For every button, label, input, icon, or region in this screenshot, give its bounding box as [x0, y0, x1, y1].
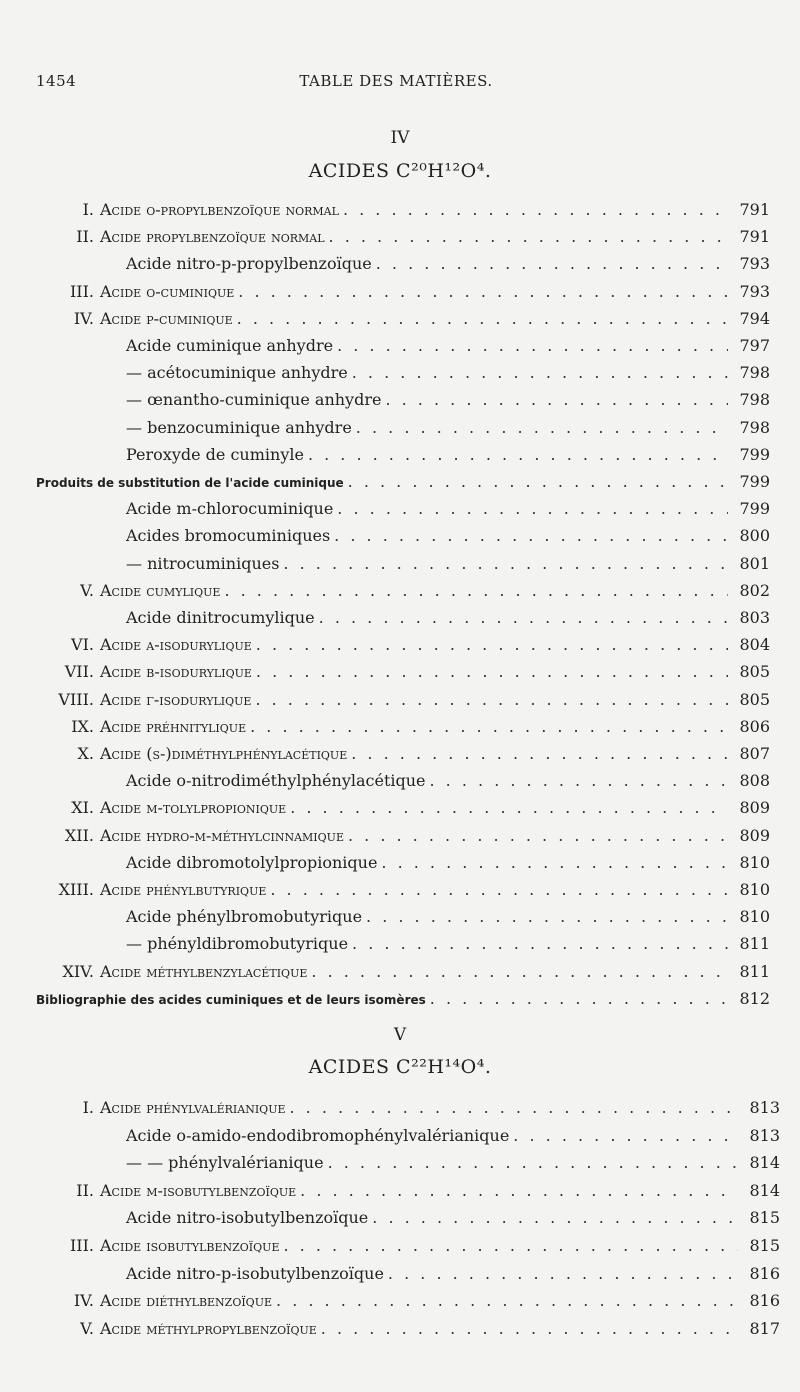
toc-entry: [62, 853, 770, 875]
toc-entry-page: 791: [739, 227, 770, 247]
leader-dots: [430, 989, 728, 1008]
toc-entry-page: 804: [739, 635, 770, 655]
toc-entry: [36, 690, 770, 712]
toc-entry-page: 809: [739, 825, 770, 845]
toc-entry-number: VIII.: [58, 689, 94, 709]
toc-entry-label: Acide dinitrocumylique: [126, 608, 315, 627]
toc-entry-label: Acide β-isodurylique: [100, 662, 252, 682]
leader-dots: [356, 418, 728, 437]
toc-entry-number: VI.: [71, 635, 94, 655]
leader-dots: [311, 962, 728, 981]
toc-entry-label: Acide nitro-p-isobutylbenzoïque: [126, 1263, 384, 1283]
toc-entry-label: Acide méthylbenzylacétique: [100, 961, 308, 981]
toc-entry-page: 799: [739, 444, 770, 464]
toc-entry: [36, 1181, 780, 1203]
leader-dots: [250, 717, 728, 736]
leader-dots: [328, 1153, 738, 1172]
toc-entry: [36, 282, 770, 304]
toc-entry: [62, 771, 770, 793]
toc-entry-label: — — phénylvalérianique: [126, 1153, 324, 1173]
leader-dots: [430, 771, 729, 790]
toc-entry: [62, 445, 770, 467]
toc-entry-page: 810: [739, 852, 770, 872]
toc-entry-number: XI.: [71, 798, 94, 818]
toc-entry: [62, 418, 770, 440]
toc-entry-number: X.: [77, 744, 94, 763]
toc-entry: [36, 472, 770, 494]
toc-entry-page: 797: [739, 336, 770, 355]
toc-entry-label: Acide nitro-p-propylbenzoïque: [126, 254, 372, 274]
toc-entry-number: IV.: [73, 1291, 94, 1311]
leader-dots: [352, 363, 728, 382]
leader-dots: [351, 744, 728, 763]
leader-dots: [343, 200, 728, 219]
toc-entry-label: Bibliographie des acides cuminiques et de leurs isomères: [36, 992, 426, 1007]
toc-entry: [36, 880, 770, 902]
running-title: TABLE DES MATIÈRES.: [299, 72, 493, 90]
toc-entry: [62, 1264, 780, 1286]
toc-entry: [36, 1291, 780, 1313]
toc-entry-page: 803: [739, 608, 770, 627]
leader-dots: [334, 526, 728, 545]
toc-entry-page: 808: [739, 771, 770, 791]
toc-entry-label: Acide préhnitylique: [100, 716, 247, 736]
leader-dots: [321, 1319, 738, 1338]
toc-entry: [62, 499, 770, 521]
toc-entry-label: — œnantho-cuminique anhydre: [126, 390, 382, 410]
page-number: 1454: [36, 72, 77, 90]
toc-entry: [62, 363, 770, 385]
toc-entry: [36, 1236, 780, 1258]
toc-entry-number: V.: [80, 580, 94, 600]
toc-entry-label: Acide cuminique anhydre: [126, 336, 334, 355]
toc-entry: [62, 254, 770, 276]
toc-entry-page: 806: [739, 716, 770, 736]
leader-dots: [376, 254, 728, 273]
toc-entry-number: V.: [80, 1318, 94, 1338]
toc-entry: [36, 962, 770, 984]
toc-entry-label: Acide m-isobutylbenzoïque: [100, 1180, 297, 1200]
toc-entry-page: 802: [739, 580, 770, 600]
toc-entry-label: Acide α-isodurylique: [100, 635, 252, 655]
toc-entry-label: Acide cumylique: [100, 580, 221, 600]
toc-entry-number: IX.: [71, 716, 94, 736]
toc-entry-label: Acide méthylpropylbenzoïque: [100, 1318, 317, 1338]
leader-dots: [388, 1264, 738, 1283]
leader-dots: [337, 336, 728, 355]
toc-entry: [62, 554, 770, 576]
toc-entry: [62, 907, 770, 929]
section-iv-title: ACIDES C²⁰H¹²O⁴.: [308, 160, 492, 182]
leader-dots: [352, 934, 728, 953]
leader-dots: [385, 390, 728, 409]
section-v-number: V: [393, 1025, 407, 1045]
leader-dots: [513, 1126, 738, 1145]
toc-entry-label: Acide m-tolylpropionique: [100, 798, 287, 818]
toc-entry-page: 813: [749, 1125, 780, 1145]
toc-entry-label: Acide nitro-isobutylbenzoïque: [126, 1208, 369, 1228]
toc-entry-label: Acide phénylvalérianique: [100, 1098, 286, 1117]
toc-entry-label: Acide o-propylbenzoïque normal: [100, 200, 339, 219]
toc-entry-label: Acide phénylbutyrique: [100, 880, 267, 899]
toc-entry-label: Acide o-nitrodiméthylphénylacétique: [126, 771, 426, 791]
leader-dots: [256, 662, 728, 681]
toc-entry: [36, 662, 770, 684]
toc-entry: [62, 1208, 780, 1230]
leader-dots: [256, 635, 728, 654]
toc-entry-number: II.: [76, 227, 94, 247]
toc-entry-page: 805: [739, 662, 770, 682]
toc-entry-number: I.: [82, 1098, 94, 1117]
leader-dots: [270, 880, 728, 899]
toc-entry-label: Acide o-amido-endodibromophénylvalérianique: [126, 1125, 510, 1145]
toc-entry: [36, 1098, 780, 1120]
toc-entry-page: 811: [739, 934, 770, 954]
toc-entry-label: Peroxyde de cuminyle: [126, 444, 304, 464]
leader-dots: [381, 853, 728, 872]
leader-dots: [290, 798, 728, 817]
page-header: [36, 72, 756, 96]
toc-entry-page: 793: [739, 281, 770, 301]
toc-entry-label: Acide (s-)diméthylphénylacétique: [100, 744, 348, 763]
toc-entry: [62, 1126, 780, 1148]
toc-entry-page: 798: [739, 363, 770, 383]
toc-entry-page: 791: [739, 200, 770, 219]
toc-entry-number: VII.: [64, 662, 94, 682]
leader-dots: [348, 472, 728, 491]
leader-dots: [300, 1181, 738, 1200]
toc-entry: [36, 717, 770, 739]
toc-entry: [36, 826, 770, 848]
toc-entry-page: 816: [749, 1263, 780, 1283]
toc-entry-number: II.: [76, 1180, 94, 1200]
toc-entry-page: 814: [749, 1153, 780, 1173]
toc-entry-label: — acétocuminique anhydre: [126, 363, 348, 383]
toc-entry-number: III.: [69, 1236, 94, 1255]
toc-entry-label: — nitrocuminiques: [126, 553, 280, 573]
toc-entry: [36, 309, 770, 331]
toc-entry: [62, 526, 770, 548]
toc-entry: [62, 390, 770, 412]
toc-entry: [36, 635, 770, 657]
toc-entry: [36, 227, 770, 249]
toc-entry-page: 801: [739, 553, 770, 573]
toc-entry-label: — phényldibromobutyrique: [126, 934, 349, 954]
toc-entry-number: XIV.: [62, 961, 94, 981]
toc-entry-page: 809: [739, 798, 770, 818]
section-v-title: ACIDES C²²H¹⁴O⁴.: [308, 1056, 492, 1078]
leader-dots: [290, 1098, 739, 1117]
toc-entry-page: 811: [739, 961, 770, 981]
leader-dots: [237, 309, 728, 328]
toc-entry-page: 813: [749, 1098, 780, 1117]
toc-entry-page: 794: [739, 308, 770, 328]
toc-entry-page: 815: [749, 1208, 780, 1228]
leader-dots: [224, 581, 728, 600]
leader-dots: [255, 690, 728, 709]
toc-entry-page: 810: [739, 907, 770, 927]
toc-entry-label: Produits de substitution de l'acide cuminique: [36, 476, 344, 490]
toc-entry-number: III.: [69, 281, 94, 301]
leader-dots: [348, 826, 728, 845]
toc-entry-page: 805: [739, 689, 770, 709]
toc-entry-number: XIII.: [58, 880, 94, 899]
toc-entry-page: 799: [739, 472, 770, 491]
toc-entry-label: Acides bromocuminiques: [126, 526, 331, 546]
toc-entry: [36, 798, 770, 820]
leader-dots: [372, 1208, 738, 1227]
toc-entry-number: IV.: [73, 308, 94, 328]
toc-entry-page: 815: [749, 1236, 780, 1255]
toc-entry-page: 793: [739, 254, 770, 274]
toc-entry: [36, 581, 770, 603]
toc-entry: [36, 200, 770, 222]
leader-dots: [366, 907, 728, 926]
toc-entry-page: 800: [739, 526, 770, 546]
leader-dots: [308, 445, 728, 464]
toc-entry-page: 816: [749, 1291, 780, 1311]
toc-entry: [36, 1319, 780, 1341]
toc-entry-number: I.: [82, 200, 94, 219]
toc-entry-label: — benzocuminique anhydre: [126, 417, 352, 437]
toc-entry-page: 817: [749, 1318, 780, 1338]
toc-entry: [62, 1153, 780, 1175]
toc-entry-label: Acide dibromotolylpropionique: [126, 852, 378, 872]
toc-entry: [62, 608, 770, 630]
toc-entry-page: 799: [739, 499, 770, 519]
toc-entry: [62, 934, 770, 956]
toc-entry-page: 807: [739, 744, 770, 763]
toc-entry-page: 798: [739, 417, 770, 437]
section-iv-number: IV: [390, 128, 410, 148]
leader-dots: [283, 554, 728, 573]
toc-entry-page: 812: [739, 988, 770, 1008]
toc-entry-label: Acide propylbenzoïque normal: [100, 227, 325, 247]
toc-entry-page: 814: [749, 1180, 780, 1200]
toc-entry: [36, 989, 770, 1011]
toc-entry-label: Acide γ-isodurylique: [100, 689, 252, 709]
toc-entry-label: Acide phénylbromobutyrique: [126, 907, 363, 927]
toc-entry-label: Acide hydro-m-méthylcinnamique: [100, 825, 344, 845]
toc-entry: [62, 336, 770, 358]
leader-dots: [329, 227, 728, 246]
toc-entry-label: Acide o-cuminique: [100, 281, 235, 301]
toc-entry-label: Acide m-chlorocuminique: [126, 499, 334, 519]
leader-dots: [319, 608, 728, 627]
toc-entry-page: 810: [739, 880, 770, 899]
toc-entry-label: Acide isobutylbenzoïque: [100, 1236, 280, 1255]
leader-dots: [276, 1291, 738, 1310]
toc-entry-page: 798: [739, 390, 770, 410]
leader-dots: [283, 1236, 738, 1255]
toc-entry-label: Acide p-cuminique: [100, 308, 233, 328]
toc-entry-number: XII.: [64, 825, 94, 845]
toc-entry: [36, 744, 770, 766]
leader-dots: [337, 499, 728, 518]
leader-dots: [238, 282, 728, 301]
toc-entry-label: Acide diéthylbenzoïque: [100, 1291, 273, 1311]
